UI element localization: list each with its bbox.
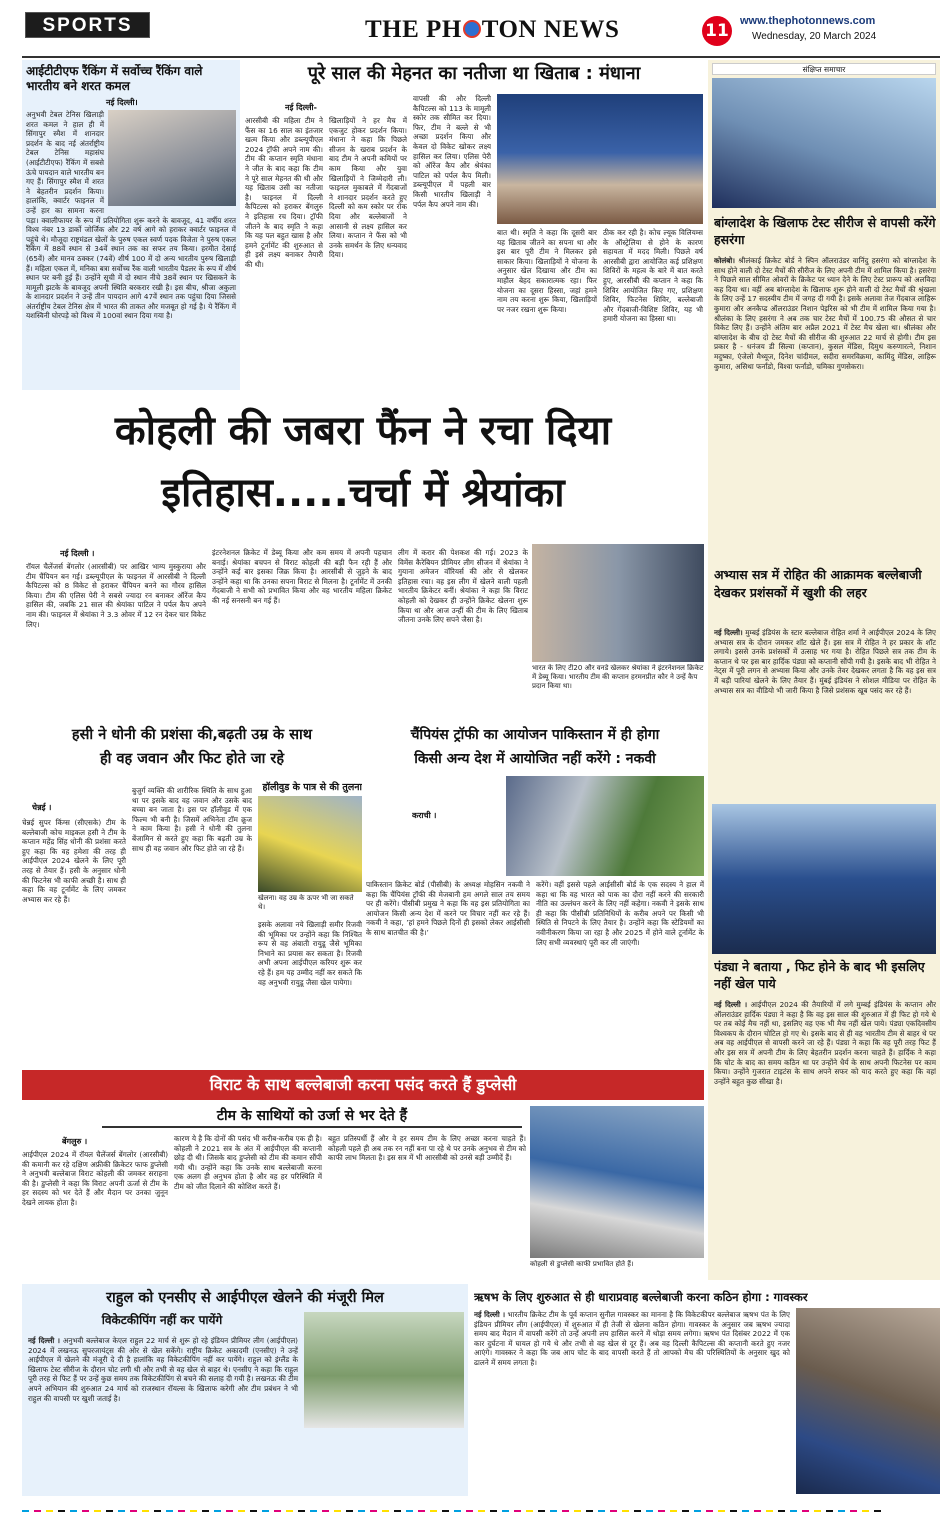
virat-col1: आईपीएल 2024 में रॉयल चैलेंजर्स बेंगलोर (आरसीबी) की कमानी कर रहे दक्षिण अफ्रीकी क्रिकेटर फाफ डुप्लेसी ने अनुभवी बल्लेबाज विराट कोहली की जमकर सराहना की है। डुप्लेसी ने कहा कि विराट अपनी ऊर्जा से टीम के हर सदस्य को भर देते हैं और मैदान पर उनका जुनून देखने लायक होता है। — [22, 1150, 168, 1207]
story-rahul — [22, 1284, 468, 1496]
section-label-text: SPORTS — [42, 15, 133, 36]
story-virat-duplessis — [22, 1070, 704, 1280]
rohit-dateline: नई दिल्ली। — [714, 628, 743, 637]
hasaranga-body-text: श्रीलंकाई क्रिकेट बोर्ड ने स्पिन ऑलराउंडर वानिंदु हसरंगा को बांग्लादेश के साथ होने वाली दो टेस्ट मैचों की सीरीज के लिए अपनी टीम में शामिल किया है। हसरंगा ने पिछले साल सीमित ओवरों के क्रिकेट पर ध्यान देने के लिए टेस्ट प्रारूप को अलविदा कह दिया था। वहीं अब बांग्लादेश के खिलाफ शुरू होने वाली दो टेस्ट मैचों की श्रृंखला के लिए उन्हें 17 सदस्यीय टीम में जगह दी गयी है। इसके अलावा तेज गेंदबाज लाहिरू कुमारा और अनकैप्ड ऑलराउंडर निशान पेइरिस को भी टीम में शामिल किया गया है। श्रीलंका के लिए हसरंगा ने अब तक चार टेस्ट मैचों में 100.75 की औसत से चार विकेट लिए हैं। उन्होंने अंतिम बार अप्रैल 2021 में टेस्ट मैच खेला था। श्रीलंका और बांग्लादेश के बीच दो टेस्ट मैचों की सीरीज की शुरुआत 22 मार्च से होगी। टीम इस प्रकार है - धनंजय डी सिल्वा (कप्तान), कुसल मेंडिस, दिमुथ करुणारत्ने, निशान मदुष्का, एंजेलो मैथ्यूज, दिनेश चांदीमल, सदीरा समरविक्रमा, कामिंदु मेंडिस, लाहिरू कुमारा, असिथा फर्नांडो, विश्वा फर्नांडो, चमिका गुणसेकरा। — [714, 256, 936, 371]
dhoni-col1: चेन्नई सुपर किंग्स (सीएसके) टीम के बल्लेबाजी कोच माइकल हसी ने टीम के कप्तान महेंद्र सिंह धोनी की प्रशंसा करते हुए कहा कि वह हमेशा की तरह ही आईपीएल 2024 खेलने के लिए पूरी तरह से तैयार हैं। हसी के अनुसार धोनी की फिटनेस भी काफी अच्छी है। साथ ही कहा कि वह टूर्नामेंट के लिए जमकर अभ्यास कर रहे हैं। — [22, 818, 126, 904]
rahul-subhead: विकेटकीपिंग नहीं कर पायेंगे — [101, 1313, 223, 1327]
rohit-body — [714, 628, 936, 798]
mandhana-photo — [497, 94, 703, 224]
issue-date — [752, 31, 942, 45]
kohli-headline-line2: इतिहास.....चर्चा में श्रेयांका — [161, 470, 565, 516]
virat-dateline: बेंगलुरु । — [62, 1137, 88, 1146]
rishabh-body — [474, 1310, 790, 1492]
mandhana-dateline: नई दिल्ली- — [285, 103, 317, 112]
print-registration-marks — [22, 1502, 940, 1512]
rishabh-body-text: भारतीय क्रिकेट टीम के पूर्व कप्तान सुनील गावस्कर का मानना है कि विकेटकीपर बल्लेबाज ऋषभ पंत के लिए इंडियन प्रीमियर लीग (आईपीएल) में शुरुआत में ही तेजी से खेलना कठिन होगा। गावस्कर के अनुसार जब ऋषभ ज्यादा समय बाद मैदान में वापसी करेंगे तो उन्हें अपनी लय हासिल करने में थोड़ा समय लगेगा। ऋषभ पंत दिसंबर 2022 में एक कार दुर्घटना में घायल हो गये थे और तभी से वह खेल से दूर हैं। अब वह दिल्ली कैपिटल्स की कप्तानी करते हुए नजर आएंगे। गावस्कर ने कहा कि जब आप चोट के बाद वापसी करते हैं तो आपको मैच की परिस्थितियों के अनुसार खुद को ढालने में समय लगता है। — [474, 1310, 790, 1367]
hasaranga-headline: बांग्लादेश के खिलाफ टेस्ट सीरीज से वापसी करेंगे हसरंगा — [714, 215, 936, 247]
trophy-photo — [506, 776, 704, 876]
masthead — [0, 0, 945, 58]
paper-logo-part1: THE PH — [365, 16, 462, 43]
website-url[interactable] — [740, 15, 940, 30]
pandya-dateline: नई दिल्ली । — [714, 1000, 748, 1009]
website-url-text[interactable]: www.thephotonnews.com — [740, 15, 876, 27]
pandya-body — [714, 1000, 936, 1276]
story-table-tennis — [22, 60, 240, 390]
rishabh-headline: ऋषभ के लिए शुरुआत से ही धाराप्रवाह बल्लेबाजी करना कठिन होगा : गावस्कर — [474, 1290, 808, 1304]
kohli-col3: लीग में करार की पेशकश की गई। 2023 के विमेंस कैरेबियन प्रीमियर लीग सीजन में श्रेयांका ने गुयाना अमेजन वॉरियर्स की ओर से खेलकर इतिहास रचा। वह इस लीग में खेलने वाली पहली भारतीय क्रिकेटर बनीं। श्रेयांका ने कहा कि विराट कोहली को देखकर ही उन्होंने क्रिकेट खेलना शुरू किया था और आज उन्हीं की टीम के लिए खिताब जीतना उनके लिए सपने जैसा है। — [398, 548, 528, 625]
dhoni-subhead: हॉलीवुड के पात्र से की तुलना — [262, 782, 362, 793]
pandya-headline: पंड्या ने बताया , फिट होने के बाद भी इसलिए नहीं खेल पाये — [714, 959, 925, 991]
hasaranga-photo — [712, 78, 936, 208]
pandya-body-text: आईपीएल 2024 की तैयारियों में लगे मुम्बई इंडियंस के कप्तान और ऑलराउंडर हार्दिक पंड्या ने कहा है कि वह इस साल की शुरुआत में ही फिट हो गये थे पर तब कोई मैच नहीं था, इसलिए वह एक भी मैच नहीं खेल पाये। पंड्या एकदिवसीय विश्वकप के दौरान चोटिल हो गए थे। इसके बाद से ही वह भारतीय टीम से बाहर थे पर अब वह आईपीएल से वापसी करने जा रहे हैं। पंड्या ने कहा कि वह पूरी तरह फिट हैं और इस सत्र में अपनी टीम के लिए बेहतरीन प्रदर्शन करना चाहते हैं। हार्दिक ने कहा कि चोट के बाद का समय कठिन था पर उन्होंने धैर्य के साथ अपनी फिटनेस पर काम किया। उन्होंने गुजरात टाइटंस के साथ अपने सफर को याद करते हुए कहा कि वहां उन्होंने बहुत कुछ सीखा है। — [714, 1000, 936, 1086]
dhoni-headline-line1: हसी ने धोनी की प्रशंसा की,बढ़ती उम्र के साथ — [71, 727, 313, 743]
dhoni-caption: खेलना। वह उम्र के ऊपर भी जा सकते थे। — [258, 894, 354, 911]
rohit-headline: अभ्यास सत्र में रोहित की आक्रामक बल्लेबाजी देखकर प्रशंसकों में खुशी की लहर — [714, 567, 922, 600]
mandhana-col1: आरसीबी की महिला टीम ने फैंस का 16 साल का इंतजार खत्म किया और डब्ल्यूपीएल 2024 ट्रॉफी अपने नाम की। टीम की कप्तान स्मृति मंधाना ने जीत के बाद कहा कि टीम ने पूरे साल मेहनत की थी और यह खिताब उसी का नतीजा है। फाइनल में दिल्ली कैपिटल्स को हराकर बेंगलुरु ने इतिहास रच दिया। ट्रॉफी जीतने के बाद स्मृति ने कहा कि यह पल बहुत खास है और हमने टूर्नामेंट की शुरुआत से ही इसे लक्ष्य बनाकर तैयारी की थी। — [245, 116, 323, 269]
kohli-col2: इंटरनेशनल क्रिकेट में डेब्यू किया और कम समय में अपनी पहचान बनाई। श्रेयांका बचपन से विराट कोहली की बड़ी फैन रही हैं और उन्होंने कई बार इसका जिक्र किया है। आरसीबी से जुड़ने के बाद उन्होंने कहा था कि उनका सपना विराट से मिलना है। टूर्नामेंट में उनकी गेंदबाजी ने सभी को प्रभावित किया और वह भारतीय महिला क्रिकेट की नई सनसनी बन गई हैं। — [212, 548, 392, 605]
rahul-dateline: नई दिल्ली । — [28, 1336, 61, 1345]
kohli-headline-line1: कोहली की जबरा फैंन ने रचा दिया — [114, 408, 612, 454]
story-kohli — [22, 394, 704, 722]
tt-body: अनुभवी टेबल टेनिस खिलाड़ी शरत कमल ने हाल ही में सिंगापुर स्मैश में शानदार प्रदर्शन के बाद नई अंतर्राष्ट्रीय टेबल टेनिस महासंघ (आईटीटीएफ) रैंकिंग में सबसे ऊंचे पायदान वाले भारतीय बन गए हैं। सिंगापुर स्मैश में शरत ने बेहतरीन प्रदर्शन किया। हालांकि, क्वार्टर फाइनल में उन्हें हार का सामना करना पड़ा। क्वालीफायर के रूप में प्रतियोगिता शुरू करने के बावजूद, 41 वर्षीय शरत विश्व नंबर 13 डार्को जोर्जिक और 22 वर्ष आगे को हराकर क्वार्टर फाइनल में पहुंचे थे। मौजूदा राष्ट्रमंडल खेलों के पुरुष एकल स्वर्ण पदक विजेता ने पुरुष एकल रैंकिंग में 88वें स्थान से 34वें स्थान तक का सफर तय किया। हरमीत देसाई (65वें) और मानव ठक्कर (74वें) शीर्ष 100 में दो अन्य भारतीय पुरुष खिलाड़ी हैं। महिला एकल में, मनिका बत्रा सर्वोच्च रैंक वाली भारतीय पैडलर के रूप में शीर्ष स्थान पर बनी हुई हैं। उन्होंने सूची में दो स्थान नीचे 38वें स्थान पर खिसकने के मामूली झटके के बावजूद अपनी स्थिति बरकरार रखी है। इस बीच, श्रीजा अकुला के शानदार प्रदर्शन ने उन्हें तीन पायदान आगे 47वें स्थान तक पहुंचा दिया जिससे अंतर्राष्ट्रीय टेबल टेनिस क्षेत्र में भारत की ताकत और मजबूत हो गई है। ये रैंकिंग में यशस्विनी घोरपड़े को विश्व में 100वां स्थान दिया गया है। — [26, 110, 236, 321]
virat-banner-headline: विराट के साथ बल्लेबाजी करना पसंद करते हैं डुप्लेसी — [209, 1075, 517, 1094]
story-champions-trophy — [366, 724, 704, 1064]
mandhana-col5: ठीक कर रही है। कोच ल्यूक विलियम्स के ऑस्ट्रेलिया से होने के कारण सहायता में मदद मिली। पिछले वर्ष आरसीबी द्वारा आयोजित कई प्रशिक्षण शिविरों के महत्व के बारे में बात करते हुए, आरसीबी की कप्तान ने कहा कि शिविर आयोजित किए गए, प्रशिक्षण शिविर, फिटनेस शिविर, बल्लेबाजी और गेंदबाजी-विशिष्ट शिविर, यह भी हमारी योजना का हिस्सा था। — [603, 228, 703, 324]
story-rishabh — [474, 1284, 940, 1496]
virat-photo-caption: कोहली से डुप्लेसी काफी प्रभावित होते हैं। — [530, 1260, 634, 1268]
virat-photo — [530, 1106, 704, 1258]
dhoni-headline-line2: ही वह जवान और फिट होते जा रहे — [99, 751, 285, 767]
virat-subhead: टीम के साथियों को उर्जा से भर देते हैं — [102, 1106, 522, 1128]
kohli-photo-caption: भारत के लिए टी20 और वनडे खेलकर श्रेयांका ने इंटरनेशनल क्रिकेट में डेब्यू किया। भारतीय टीम की कप्तान हरमनप्रीत कौर ने उन्हें कैप प्रदान किया था। — [532, 664, 704, 690]
story-mandhana — [245, 60, 703, 390]
trophy-dateline: कराची । — [412, 811, 437, 820]
dhoni-col2: बुजुर्ग व्यक्ति की शारीरिक स्थिति के साथ हुआ था पर इसके बाद वह जवान और उसके बाद बच्चा बन जाता है। इस पर हॉलीवुड में एक फिल्म भी बनी है। जिसमें अभिनेता टॉम क्रूज ने काम किया है। हसी ने धोनी की तुलना बेंजामिन से करते हुए कहा कि बढ़ती उम्र के साथ ही वह जवान और फिट होते जा रहे हैं। — [132, 786, 252, 853]
dhoni-dateline: चेन्नई । — [32, 803, 52, 812]
tt-photo — [108, 110, 236, 206]
issue-date-text: Wednesday, 20 March 2024 — [752, 31, 877, 42]
page-number-badge — [702, 16, 732, 46]
masthead-rule — [22, 56, 940, 58]
logo-globe-icon — [463, 20, 481, 38]
trophy-col1: पाकिस्तान क्रिकेट बोर्ड (पीसीबी) के अध्यक्ष मोहसिन नकवी ने कहा कि चैंपियंस ट्रॉफी की मेजबानी हम अगले साल तय समय पर ही करेंगे। पीसीबी प्रमुख ने कहा कि वह इस प्रतियोगिता का आयोजन किसी अन्य देश में करने पर विचार नहीं कर रहे हैं। नकवी ने कहा, ’हां हमने पिछले दिनों ही इसको लेकर आईसीसी के साथ बातचीत की है।’ — [366, 880, 530, 937]
shreyanka-kohli-photo — [532, 544, 704, 662]
dhoni-photo — [258, 796, 362, 892]
rahul-body-text: अनुभवी बल्लेबाज केएल राहुल 22 मार्च से शुरू हो रहे इंडियन प्रीमियर लीग (आईपीएल) 2024 में लखनऊ सुपरजायंट्स की ओर से खेल सकेंगे। राष्ट्रीय क्रिकेट अकादमी (एनसीए) ने उन्हें आईपीएल में खेलने की मंजूरी दे दी है हालांकि वह विकेटकीपिंग नहीं कर पायेंगे। राहुल को इंग्लैंड के खिलाफ टेस्ट सीरीज के दौरान चोट लगी थी और तभी से वह खेल से बाहर थे। एनसीए ने कहा कि राहुल पूरी तरह से फिट हैं पर उन्हें कुछ समय तक विकेटकीपिंग से बचने की सलाह दी गयी है। लखनऊ की टीम अपने अभियान की शुरुआत 24 मार्च को राजस्थान रॉयल्स के खिलाफ करेगी और टीम प्रबंधन ने भी राहुल की वापसी पर खुशी जताई है। — [28, 1336, 298, 1403]
page-number: 11 — [705, 21, 729, 41]
mandhana-col3: वापसी की और दिल्ली कैपिटल्स को 113 के मामूली स्कोर तक सीमित कर दिया। फिर, टीम ने बल्ले से भी अच्छा प्रदर्शन किया और केवल दो विकेट खोकर लक्ष्य हासिल कर लिया। एलिस पेरी को ऑरेंज कैप और श्रेयंका पाटिल को पर्पल कैप मिली। डब्ल्यूपीएल में पहली बार किसी भारतीय खिलाड़ी ने पर्पल कैप अपने नाम की। — [413, 94, 491, 209]
mandhana-col2: खिलाड़ियों ने हर मैच में एकजुट होकर प्रदर्शन किया। मंधाना ने कहा कि पिछले सीजन के खराब प्रदर्शन के बाद टीम ने अपनी कमियों पर काम किया और युवा खिलाड़ियों ने जिम्मेदारी ली। फाइनल मुकाबले में गेंदबाजों ने शानदार प्रदर्शन करते हुए दिल्ली को कम स्कोर पर रोक दिया और बल्लेबाजों ने आसानी से लक्ष्य हासिल कर लिया। कप्तान ने फैंस को भी उनके समर्थन के लिए धन्यवाद दिया। — [329, 116, 407, 260]
rishabh-photo — [796, 1308, 940, 1494]
kohli-col1: रॉयल चैलेंजर्स बेंगलोर (आरसीबी) पर आखिर भाग्य मुस्कुराया और टीम चैंपियन बन गई। डब्ल्यूपीएल के फाइनल में आरसीबी ने दिल्ली कैपिटल्स को 8 विकेट से हराकर चैंपियन बनने का गौरव हासिल किया। टीम की एलिस पेरी ने सबसे ज्यादा रन बनाकर ऑरेंज कैप हासिल की, जबकि 21 साल की श्रेयांका पाटिल ने पर्पल कैप अपने नाम की। फाइनल में श्रेयांका ने 3.3 ओवर में 12 रन देकर चार विकेट लिए। — [26, 562, 206, 629]
virat-col3: बहुत प्रतिस्पर्धी हैं और वे हर समय टीम के लिए अच्छा करना चाहते हैं। कोहली पहले ही अब तक रन नहीं बना पा रहे थे पर उनके अनुभव से टीम को काफी लाभ मिलता है। इस सत्र में भी आरसीबी को उनसे बड़ी उम्मीदें हैं। — [328, 1134, 526, 1163]
story-dhoni — [22, 724, 362, 1064]
tt-dateline: नई दिल्ली। — [106, 98, 138, 107]
section-label — [25, 12, 150, 38]
virat-col2: कारण ये है कि दोनों की पसंद भी करीब-करीब एक ही है। कोहली ने 2021 सत्र के अंत में आईपीएल की कप्तानी छोड़ दी थी। जिसके बाद डुप्लेसी को टीम की कमान सौंपी गयी थी। उन्होंने कहा कि उनके साथ बल्लेबाजी करना एक अलग ही अनुभव होता है और वह हर परिस्थिति में टीम को जीत दिलाने की कोशिश करते हैं। — [174, 1134, 322, 1191]
mandhana-col4: बात थी। स्मृति ने कहा कि दूसरी बार यह खिताब जीतने का सपना था और इस बार पूरी टीम ने मिलकर इसे साकार किया। खिलाड़ियों ने योजना के अनुसार खेल दिखाया और टीम का माहौल बेहद सकारात्मक रहा। फिर योजना का दूसरा हिस्सा, जहां हमने नाम तय करना शुरू किया, खिलाड़ियों पर नजर रखना शुरू किया। — [497, 228, 597, 314]
hasaranga-dateline: कोलंबो। — [714, 256, 735, 265]
dhoni-col3: इसके अलावा नये खिलाड़ी समीर रिजवी की भूमिका पर उन्होंने कहा कि निश्चित रूप से वह अंबाती रायुडू जैसे भूमिका निभाने का प्रयास कर सकता है। रिजवी अभी अपना आईपीएल करियर शुरू कर रहे हैं। हम यह उम्मीद नहीं कर सकते कि वह अनुभवी रायुडू जैसा खेल पायेगा। — [258, 920, 362, 987]
trophy-col2: करेंगे। वहीं इससे पहले आईसीसी बोर्ड के एक सदस्य ने हाल में कहा था कि वह भारत को पाक का दौरा नहीं करने की सरकारी नीति का उल्लंघन करने के लिए नहीं कहेगा। नकवी ने इसके साथ ही कहा कि पीसीबी प्रतिनिधियों के करीब अपने पर किसी भी स्थिति से निपटने के लिए तैयार है। उन्होंने कहा कि स्टेडियमों का नवीनीकरण किया जा रहा है और 2025 में होने वाले टूर्नामेंट के लिए सभी व्यवस्थाएं पूरी कर ली जाएंगी। — [536, 880, 704, 947]
hasaranga-body — [714, 256, 936, 556]
pandya-photo — [712, 804, 936, 954]
paper-logo-part2: TON NEWS — [481, 16, 620, 43]
rahul-headline: राहुल को एनसीए से आईपीएल खेलने की मंजूरी मिल — [106, 1290, 384, 1306]
rishabh-dateline: नई दिल्ली । — [474, 1310, 506, 1319]
tt-headline: आईटीटीएफ रैंकिंग में सर्वोच्च रैंकिंग वाले भारतीय बने शरत कमल — [26, 64, 203, 93]
right-sidebar — [708, 60, 940, 1280]
kohli-dateline: नई दिल्ली । — [60, 549, 95, 558]
virat-banner — [22, 1070, 704, 1100]
trophy-headline-line2: किसी अन्य देश में आयोजित नहीं करेंगे : नकवी — [414, 751, 656, 767]
rahul-body — [28, 1336, 462, 1492]
mandhana-headline: पूरे साल की मेहनत का नतीजा था खिताब : मंधाना — [307, 63, 641, 84]
paper-logo — [365, 16, 625, 48]
sidebar-tag: संक्षिप्त समाचार — [712, 63, 936, 75]
rohit-body-text: मुम्बई इंडियंस के स्टार बल्लेबाज रोहित शर्मा ने आईपीएल 2024 के लिए अभ्यास सत्र के दौरान जमकर शॉट खेले हैं। इस सत्र में रोहित ने हर प्रकार के शॉट लगाये। इससे उनके प्रशंसकों में उत्साह भर गया है। रोहित पिछले सत्र तक टीम के कप्तान थे पर इस बार हार्दिक पंड्या को कप्तानी सौंपी गयी है। इसके बाद भी रोहित ने नेट्स में पूरी लगन से अभ्यास किया और उनके तेवर देखकर लगता है कि वह इस सत्र में बड़ी पारियां खेलने के लिए तैयार हैं। मुंबई इंडियंस ने सोशल मीडिया पर रोहित के अभ्यास सत्र का वीडियो भी जारी किया है जिसे प्रशंसक खूब पसंद कर रहे हैं। — [714, 628, 936, 695]
trophy-headline-line1: चैंपियंस ट्रॉफी का आयोजन पाकिस्तान में ही होगा — [410, 727, 660, 743]
